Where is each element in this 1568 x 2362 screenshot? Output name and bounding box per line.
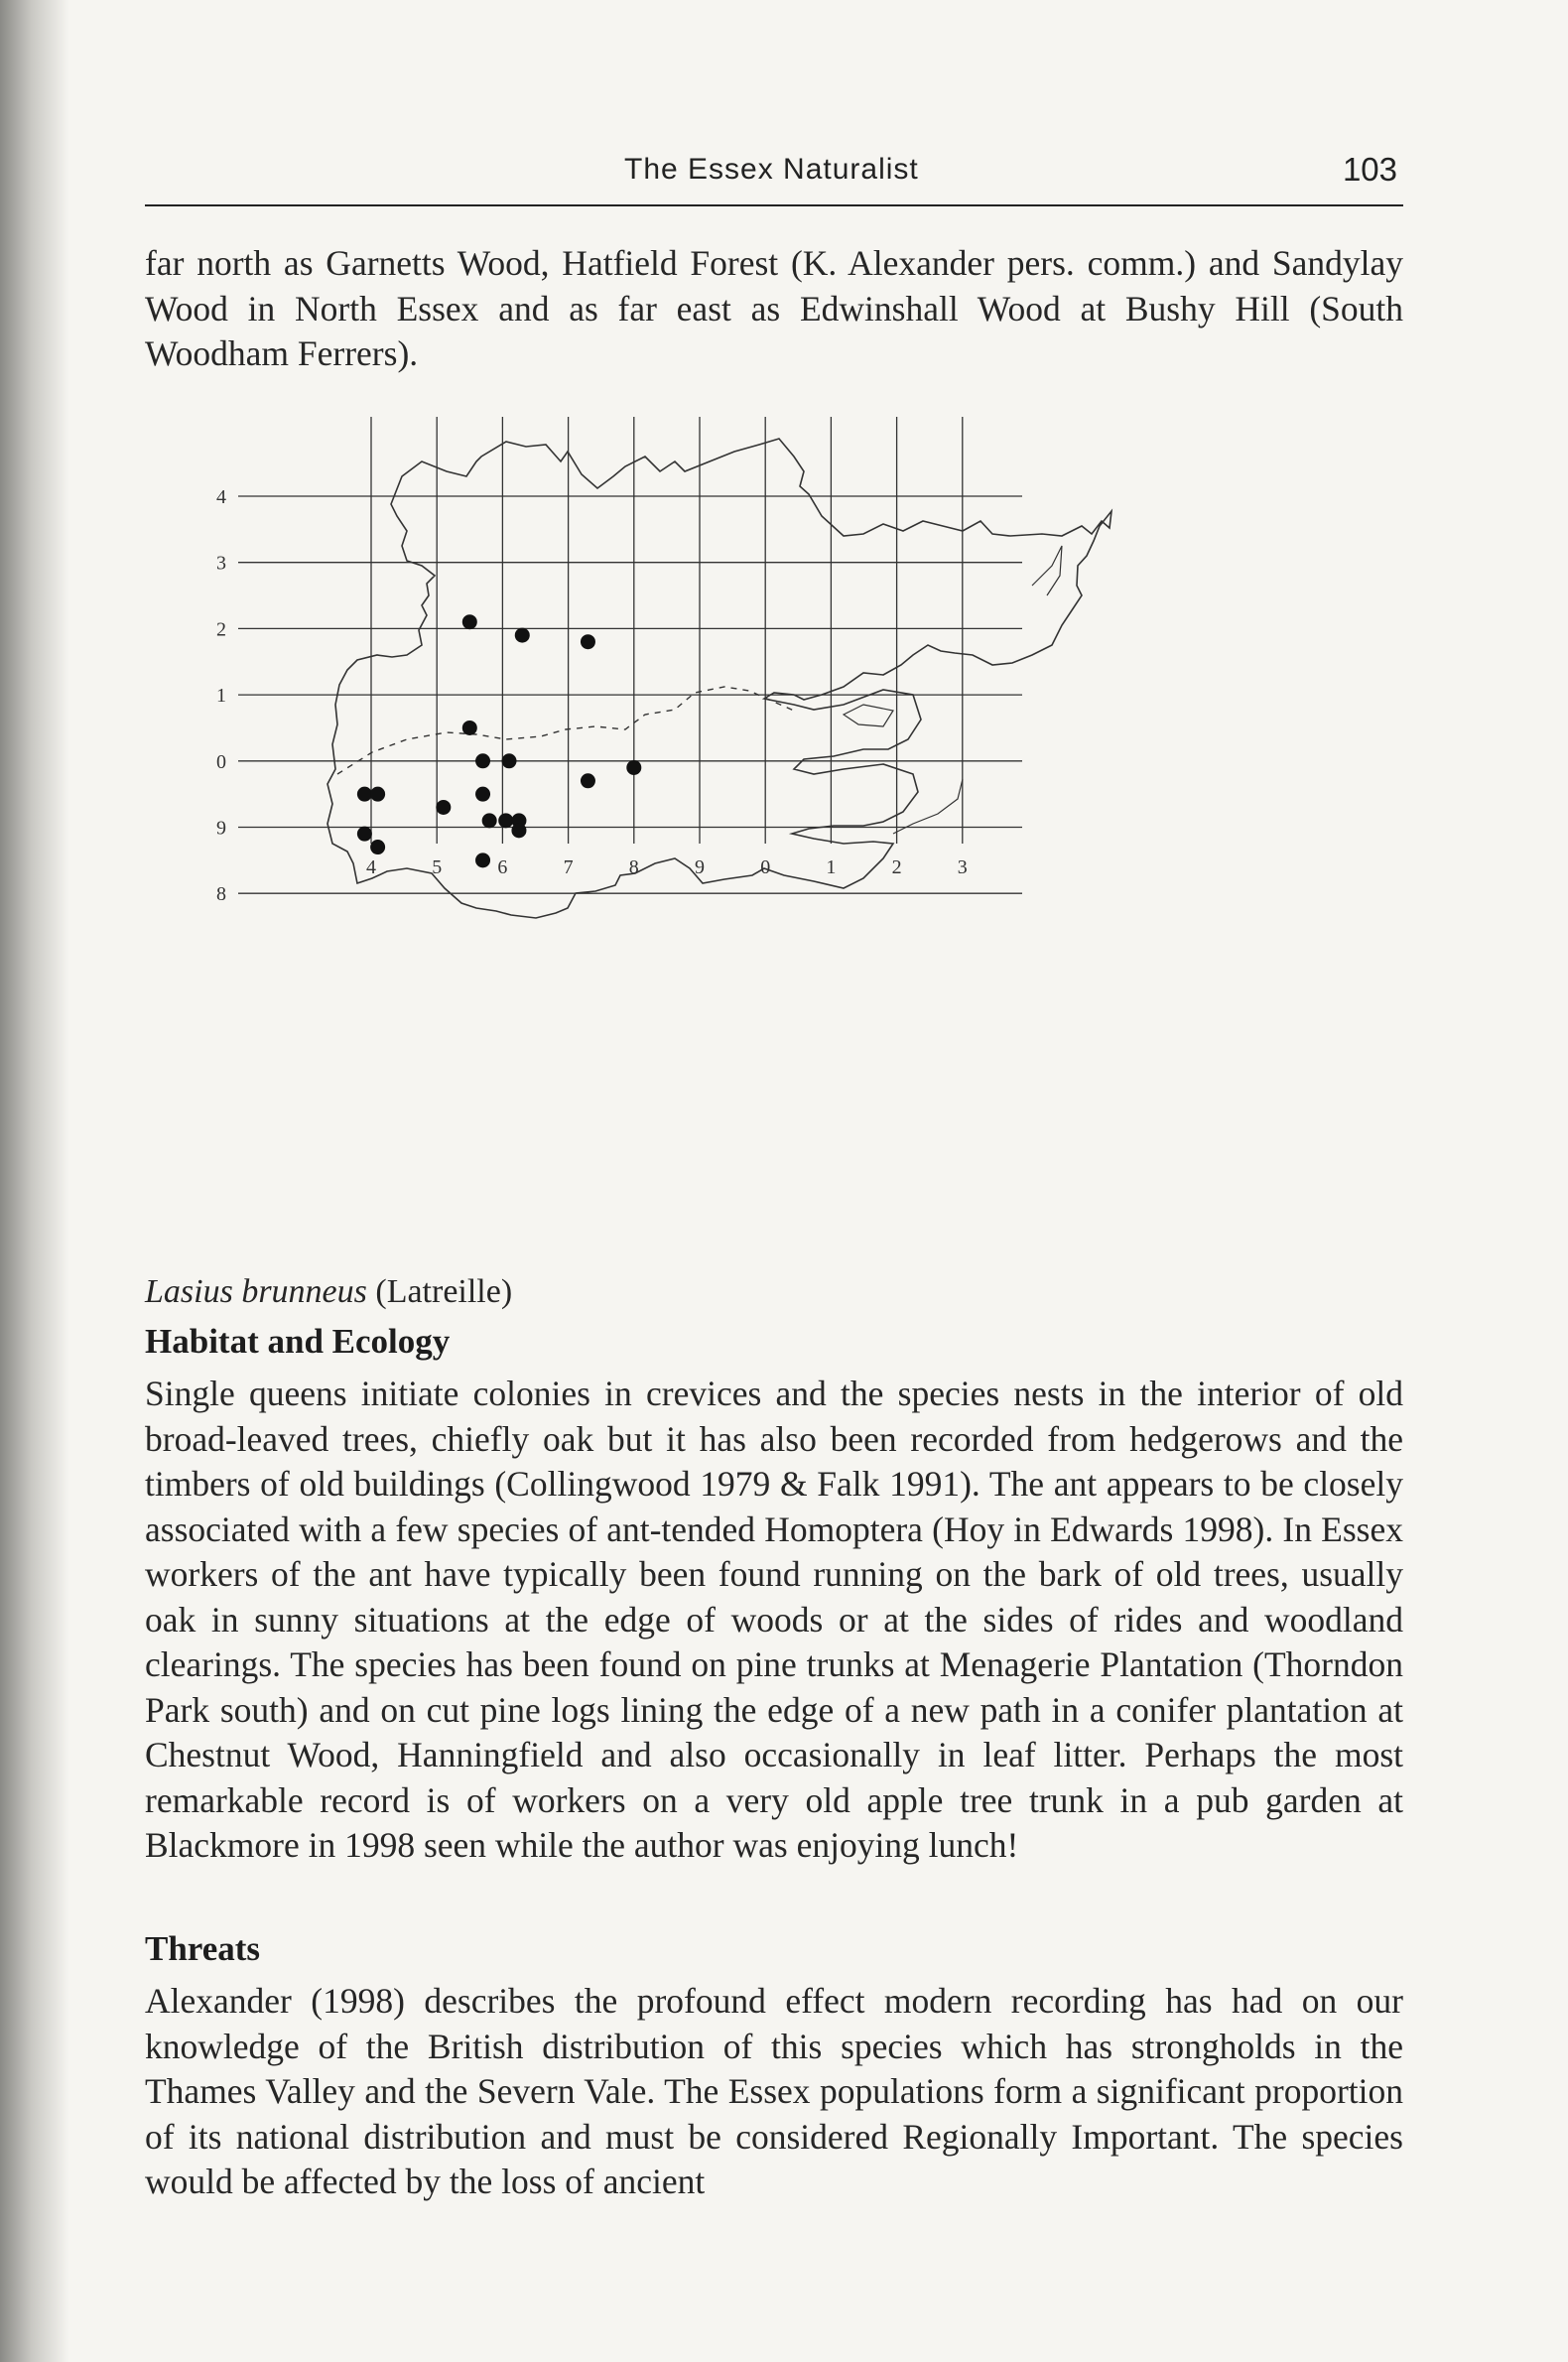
record-dots [357,614,641,867]
record-dot [581,634,595,649]
column-label: 8 [628,856,639,878]
row-label: 3 [216,552,226,575]
record-dot [370,840,385,854]
record-dot [498,813,513,828]
record-dot [357,827,372,842]
threats-text: Alexander (1998) describes the profound effect modern recording has had on our knowledge of the British distribution of this species which has strongholds in the Thames Valley and the Severn Vale. The Essex populations form a significant proportion of its national distribution and must be considered Regionally Important. The species would be affected by the loss of ancient [145,1981,1403,2201]
record-dot [475,853,490,867]
column-label: 4 [366,856,376,878]
running-header [145,145,1403,206]
page-number: 103 [1342,151,1397,188]
habitat-heading: Habitat and Ecology [145,1322,451,1361]
record-dot [626,760,641,775]
record-dot [581,773,595,788]
column-label: 1 [826,856,837,878]
column-label: 0 [760,856,771,878]
column-label: 2 [891,856,902,878]
record-dot [436,800,451,815]
record-dot [511,823,526,838]
record-dot [515,628,530,643]
intro-paragraph [145,241,1403,377]
habitat-paragraph [145,1372,1403,1869]
row-label: 4 [216,486,226,508]
row-label: 2 [216,618,226,641]
row-label: 1 [216,685,226,708]
intro-text: far north as Garnetts Wood, Hatfield Forest (K. Alexander pers. comm.) and Sandylay Wood in North Essex and as far east as Edwinshall Wood at Bushy Hill (South Woodham Ferrers). [145,243,1403,373]
species-name: Lasius brunneus [145,1273,367,1310]
row-label: 9 [216,817,226,840]
record-dot [475,753,490,768]
record-dot [462,721,477,735]
species-name-line [145,1273,512,1311]
county-outline [327,439,1111,918]
record-dot [502,753,517,768]
column-label: 7 [563,856,574,878]
threats-paragraph [145,1979,1403,2205]
record-dot [475,787,490,802]
column-label: 9 [695,856,705,878]
record-dot [462,614,477,629]
page-gutter-shadow [0,0,69,2362]
species-authority: (Latreille) [375,1273,513,1310]
row-label: 0 [216,750,226,773]
threats-heading: Threats [145,1929,261,1968]
column-label: 6 [497,856,508,878]
distribution-map [208,417,1389,1260]
row-label: 8 [216,883,226,906]
map-grid [238,417,1022,893]
journal-title: The Essex Naturalist [624,153,919,186]
record-dot [370,787,385,802]
habitat-text: Single queens initiate colonies in crevices and the species nests in the interior of old broad-leaved trees, chiefly oak but it has also been recorded from hedgerows and the timbers of old buildings (Collingwood 1979 & Falk 1991). The ant appears to be closely associated with a few species of ant-tended Homoptera (Hoy in Edwards 1998). In Essex workers of the ant have typically been found running on the bark of old trees, usually oak in sunny situations at the edge of woods or at the sides of rides and woodland clearings. The species has been found on pine trunks at Menagerie Plantation (Thorndon Park south) and on cut pine logs lining the edge of a new path in a conifer plantation at Chestnut Wood, Hanningfield and also occasionally in leaf litter. Perhaps the most remarkable record is of workers on a very old apple tree trunk in a pub garden at Blackmore in 1998 seen while the author was enjoying lunch! [145,1374,1403,1865]
column-label: 3 [957,856,968,878]
record-dot [482,813,497,828]
column-label: 5 [432,856,443,878]
record-dot [357,787,372,802]
